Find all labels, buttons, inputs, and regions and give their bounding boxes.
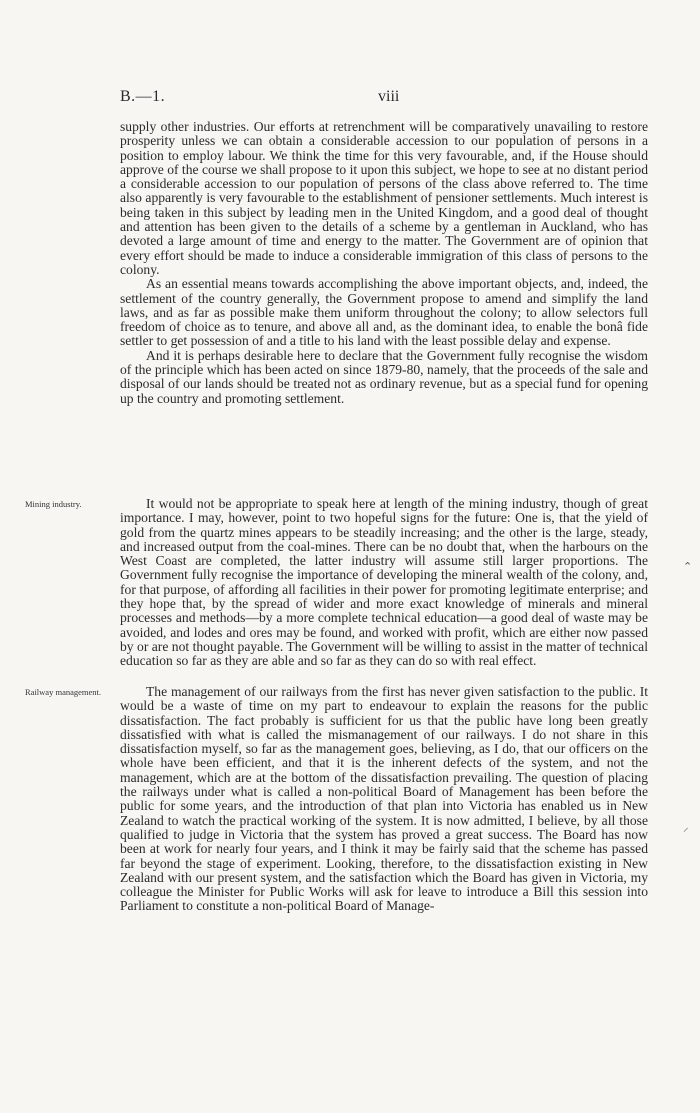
- page-header: [120, 88, 650, 110]
- section-railway: [120, 685, 648, 914]
- paragraph: supply other industries. Our efforts at retrenchment will be comparatively unavailing to restore prosperity unless we can obtain a considerable accession to our population of persons in a position to employ labour. We think the time for this very favourable, and, if the House should approve of the course we shall propose to it upon this subject, we hope to see at no distant period a considerable accession to our population of persons of the class above referred to. The time also apparently is very favourable to the establishment of pensioner settlements. Much interest is being taken in this subject by leading men in the United Kingdom, and a good deal of thought and attention has been given to the details of a scheme by a gentleman in Auckland, who has devoted a large amount of time and energy to the matter. The Government are of opinion that every effort should be made to induce a considerable immigration of this class of persons to the colony.: [120, 119, 648, 277]
- paragraph: And it is perhaps desirable here to declare that the Government fully recognise the wisdom of the principle which has been acted on since 1879-80, namely, that the proceeds of the sale and disposal of our lands should be treated not as ordinary revenue, but as a special fund for opening up the country and promoting settlement.: [120, 347, 648, 406]
- paragraph: As an essential means towards accomplishing the above important objects, and, indeed, the settlement of the country generally, the Government propose to amend and simplify the land laws, and as far as possible make them uniform throughout the colony; to allow selectors full freedom of choice as to tenure, and above all and, as the dominant idea, to enable the bonâ fide settler to get possession of and a title to his land with the least possible delay and expense.: [120, 276, 648, 349]
- paragraph: It would not be appropriate to speak here at length of the mining industry, though of great importance. I may, however, point to two hopeful signs for the future: One is, that the yield of gold from the quartz mines appears to be steadily increasing; and the other is the large, steady, and increased output from the coal-mines. There can be no doubt that, when the harbours on the West Coast are completed, the latter industry will assume still larger proportions. The Government fully recognise the importance of developing the mineral wealth of the colony, and, for that purpose, of affording all facilities in their power for promoting legitimate enterprise; and they hope that, by the spread of wider and more exact knowledge of minerals and mineral processes and methods—by a more complete technical education—a good deal of waste may be avoided, and lodes and ores may be found, and worked with profit, which are either now passed by or are not thought payable. The Government will be willing to assist in the matter of technical education so far as they are able and so far as they can do so with real effect.: [120, 496, 648, 669]
- margin-note-railway: Railway management.: [25, 687, 102, 697]
- margin-note-mining: Mining industry.: [25, 499, 82, 509]
- section-immigration: [120, 120, 648, 406]
- paragraph: The management of our railways from the first has never given satisfaction to the public. It would be a waste of time on my part to endeavour to explain the reasons for the public dissatisfaction. The fact probably is sufficient for us that the public have long been greatly dissatisfied with what is called the mismanagement of our railways. I do not share in this dissatisfaction myself, so far as the management goes, believing, as I do, that our officers on the whole have been efficient, and that it is the inherent defects of the system, and not the management, which are at the bottom of the dissatisfaction prevailing. The question of placing the railways under what is called a non-political Board of Management has been before the public for some years, and the introduction of that plan into Victoria has enabled us in New Zealand to watch the practical working of the system. It is now admitted, I believe, by all those qualified to judge in Victoria that the system has proved a great success. The Board has now been at work for nearly four years, and I think it may be fairly said that the scheme has passed far beyond the stage of experiment. Looking, therefore, to the dissatisfaction existing in New Zealand with our present system, and the satisfaction which the Board has given in Victoria, my colleague the Minister for Public Works will ask for leave to introduce a Bill this session into Parliament to constitute a non-political Board of Manage-: [120, 684, 648, 914]
- section-mining: [120, 497, 648, 669]
- scan-mark: ⸝: [683, 822, 689, 834]
- scan-mark: ⌃: [683, 561, 693, 573]
- page-number: viii: [378, 88, 400, 105]
- paper-code: B.—1.: [120, 88, 166, 105]
